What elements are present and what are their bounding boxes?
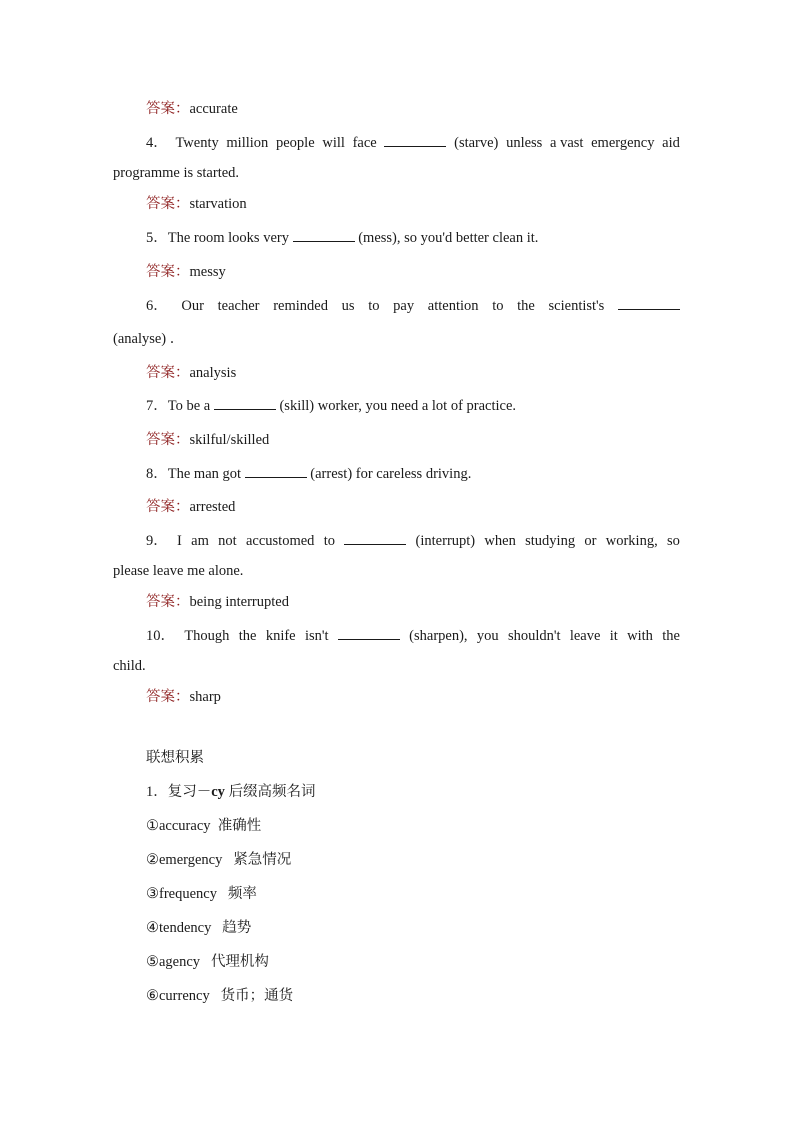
question-word: pay	[393, 298, 415, 314]
fill-blank[interactable]	[344, 532, 406, 545]
fill-blank[interactable]	[618, 297, 680, 310]
question-hint: (sharpen),	[409, 628, 468, 644]
answer-text: sharp	[189, 689, 221, 705]
question-word: unless	[506, 135, 543, 151]
entry-meaning: 趋势	[222, 920, 252, 936]
fill-blank[interactable]	[384, 134, 446, 147]
question-text: (arrest) for careless driving.	[310, 466, 472, 482]
question-line	[146, 397, 680, 415]
question-text: (mess), so you'd better clean it.	[358, 230, 539, 246]
question-word: it	[609, 628, 618, 644]
question-word: I	[177, 533, 182, 549]
entry-word: tendency	[159, 920, 212, 936]
answer-line	[146, 498, 680, 516]
question-number: 4．	[146, 135, 168, 151]
question-number: 5．	[146, 230, 168, 246]
question-word: shouldn't	[507, 628, 561, 644]
question-continuation: (analyse) ．	[113, 331, 185, 347]
question-word: studying	[525, 533, 576, 549]
question-word: us	[341, 298, 355, 314]
question-word: knife	[265, 628, 296, 644]
answer-text: arrested	[189, 499, 236, 515]
question-word: people	[276, 135, 315, 151]
answer-label: 答案：	[146, 196, 190, 212]
answer-text: accurate	[189, 101, 238, 117]
question-number: 9．	[146, 533, 168, 549]
heading-prefix: 1．复习－	[146, 784, 212, 800]
question-word: isn't	[304, 628, 329, 644]
fill-blank[interactable]	[293, 229, 355, 242]
question-word: the	[238, 628, 257, 644]
question-word: working,	[605, 533, 658, 549]
question-continuation: child.	[113, 658, 146, 674]
question-word: to	[492, 298, 504, 314]
question-number: 7．	[146, 398, 168, 414]
question-word: leave	[569, 628, 601, 644]
entry-meaning: 频率	[227, 886, 257, 902]
question-line	[146, 465, 680, 483]
answer-line	[146, 195, 680, 213]
question-text: To be a	[167, 398, 211, 414]
question-continuation: programme is started.	[113, 165, 240, 181]
question-word: million	[226, 135, 269, 151]
entry-meaning: 紧急情况	[233, 852, 292, 868]
vocab-entry	[146, 953, 680, 971]
entry-word: frequency	[159, 886, 217, 902]
answer-label: 答案：	[146, 264, 190, 280]
vocab-entry	[146, 817, 680, 835]
answer-line	[146, 364, 680, 382]
entry-mark: ④	[146, 920, 159, 936]
vocab-entry	[146, 919, 680, 937]
answer-label: 答案：	[146, 594, 190, 610]
answer-line	[146, 100, 680, 118]
question-hint: (starve)	[454, 135, 499, 151]
question-number: 10．	[146, 628, 175, 644]
question-word: emergency	[591, 135, 655, 151]
question-word: Twenty	[175, 135, 219, 151]
question-text: (skill) worker, you need a lot of practice.	[279, 398, 517, 414]
question-hint: (interrupt)	[415, 533, 476, 549]
answer-label: 答案：	[146, 101, 190, 117]
answer-line	[146, 593, 680, 611]
question-word: with	[627, 628, 653, 644]
question-word: scientist's	[548, 298, 605, 314]
answer-text: messy	[189, 264, 226, 280]
answer-label: 答案：	[146, 365, 190, 381]
answer-label: 答案：	[146, 499, 190, 515]
question-word: a vast	[550, 135, 584, 151]
vocab-entry	[146, 885, 680, 903]
question-word: not	[218, 533, 237, 549]
section-heading	[146, 783, 680, 801]
question-word: am	[191, 533, 209, 549]
entry-word: agency	[159, 954, 201, 970]
question-word: to	[323, 533, 335, 549]
heading-suffix: 后缀高频名词	[224, 784, 316, 800]
entry-meaning: 代理机构	[210, 954, 269, 970]
answer-line	[146, 431, 680, 449]
question-word: aid	[662, 135, 680, 151]
entry-mark: ③	[146, 886, 159, 902]
fill-blank[interactable]	[214, 397, 276, 410]
question-line	[146, 134, 680, 152]
question-number: 8．	[146, 466, 168, 482]
question-word: Though	[184, 628, 230, 644]
heading-suffix-bold: cy	[211, 784, 225, 800]
question-word: when	[484, 533, 516, 549]
question-word: teacher	[217, 298, 260, 314]
question-word: reminded	[273, 298, 328, 314]
answer-label: 答案：	[146, 689, 190, 705]
question-word: will	[322, 135, 345, 151]
fill-blank[interactable]	[245, 465, 307, 478]
question-line	[146, 229, 680, 247]
question-number: 6．	[146, 298, 168, 314]
question-word: so	[666, 533, 680, 549]
vocab-entry	[146, 851, 680, 869]
entry-mark: ②	[146, 852, 159, 868]
question-word: accustomed	[245, 533, 315, 549]
entry-meaning: 货币；通货	[220, 988, 294, 1004]
answer-label: 答案：	[146, 432, 190, 448]
answer-text: skilful/skilled	[189, 432, 270, 448]
answer-text: being interrupted	[189, 594, 289, 610]
question-word: you	[476, 628, 499, 644]
question-text: The room looks very	[167, 230, 289, 246]
entry-mark: ⑤	[146, 954, 159, 970]
question-word: face	[352, 135, 377, 151]
question-continuation: please leave me alone.	[113, 563, 244, 579]
answer-text: analysis	[189, 365, 237, 381]
section-title: 联想积累	[146, 750, 204, 766]
answer-line	[146, 263, 680, 281]
entry-meaning: 准确性	[217, 818, 262, 834]
entry-word: accuracy	[159, 818, 211, 834]
question-word: attention	[427, 298, 479, 314]
question-word: Our	[181, 298, 204, 314]
entry-mark: ⑥	[146, 988, 159, 1004]
question-text: The man got	[167, 466, 242, 482]
vocab-entry	[146, 987, 680, 1005]
fill-blank[interactable]	[338, 627, 400, 640]
answer-text: starvation	[189, 196, 247, 212]
question-word: to	[368, 298, 380, 314]
answer-line	[146, 688, 680, 706]
question-word: the	[517, 298, 535, 314]
question-word: the	[662, 628, 680, 644]
entry-mark: ①	[146, 818, 159, 834]
entry-word: emergency	[159, 852, 223, 868]
question-line	[146, 297, 680, 315]
entry-word: currency	[159, 988, 210, 1004]
question-line	[146, 627, 680, 645]
question-word: or	[584, 533, 597, 549]
question-line	[146, 532, 680, 550]
